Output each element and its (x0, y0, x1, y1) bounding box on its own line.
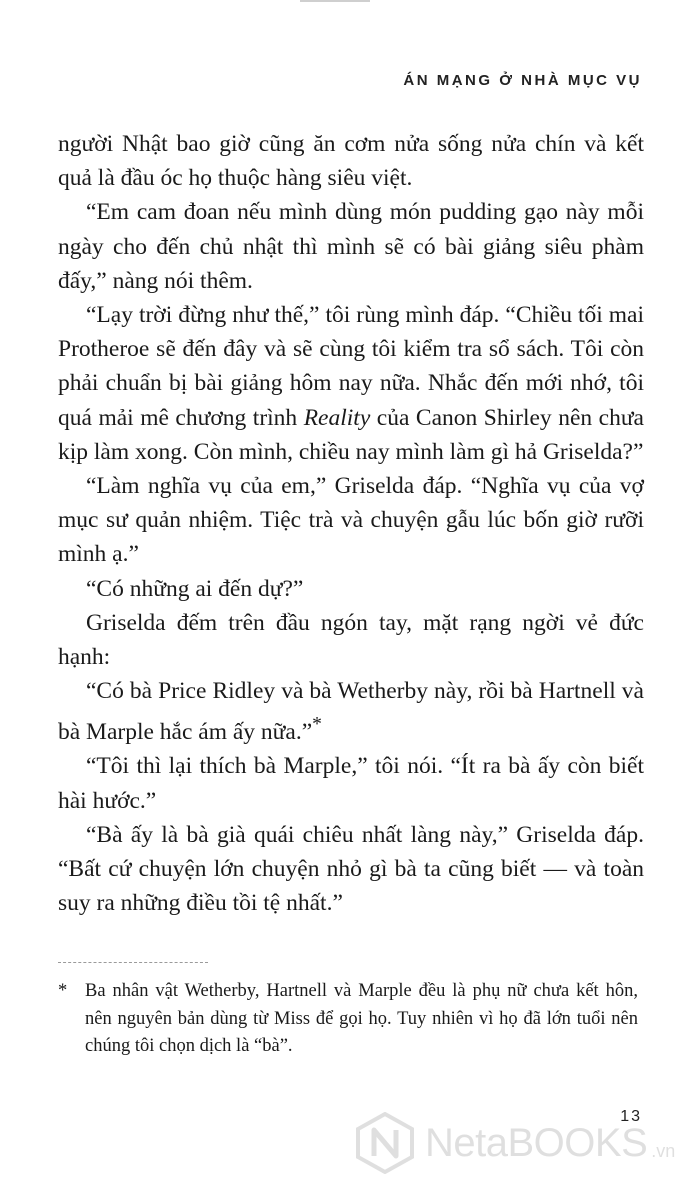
footnote-reference: * (312, 714, 322, 736)
footnote-text: Ba nhân vật Wetherby, Hartnell và Marple đều là phụ nữ chưa kết hôn, nên nguyên bản dùng từ Miss để gọi họ. Tuy nhiên vì họ đã lớn tuổi nên chúng tôi chọn dịch là “bà”. (85, 981, 638, 1056)
top-rule (300, 0, 370, 2)
running-header: ÁN MẠNG Ở NHÀ MỤC VỤ (403, 72, 642, 89)
paragraph: “Bà ấy là bà già quái chiêu nhất làng này,” Griselda đáp. “Bất cứ chuyện lớn chuyện nhỏ gì bà ta cũng biết — và toàn suy ra những điều tồi tệ nhất.” (58, 821, 644, 917)
footnote-separator (58, 962, 208, 963)
show-title: Reality (303, 404, 371, 431)
text-run: “Có bà Price Ridley và bà Wetherby này, rồi bà Hartnell và bà Marple hắc ám ấy nữa.” (58, 678, 644, 746)
paragraph: Griselda đếm trên đầu ngón tay, mặt rạng ngời vẻ đức hạnh: (58, 609, 644, 671)
page-number: 13 (620, 1108, 642, 1125)
footnote-marker: * (58, 981, 68, 1001)
watermark (355, 1108, 675, 1178)
footnote (58, 978, 638, 1061)
paragraph: “Tôi thì lại thích bà Marple,” tôi nói. “Ít ra bà ấy còn biết hài hước.” (58, 753, 644, 814)
netabooks-logo-icon (355, 1112, 415, 1174)
paragraph: người Nhật bao giờ cũng ăn cơm nửa sống nửa chín và kết quả là đầu óc họ thuộc hàng siêu việt. (58, 131, 644, 192)
paragraph (58, 298, 644, 469)
paragraph (58, 674, 644, 749)
paragraph: “Em cam đoan nếu mình dùng món pudding gạo này mỗi ngày cho đến chủ nhật thì mình sẽ có bài giảng siêu phàm đấy,” nàng nói thêm. (58, 199, 644, 294)
paragraph: “Làm nghĩa vụ của em,” Griselda đáp. “Nghĩa vụ của vợ mục sư quản nhiệm. Tiệc trà và chuyện gẫu lúc bốn giờ rưỡi mình ạ.” (58, 473, 644, 568)
watermark-suffix: .vn (651, 1140, 676, 1161)
watermark-brand: NetaBOOKS (425, 1120, 648, 1165)
paragraph: “Có những ai đến dự?” (86, 575, 304, 602)
text-run: “Lạy trời đừng như thế,” tôi rùng mình đáp. “Chiều tối mai Protheroe sẽ đến đây và sẽ cùng tôi kiểm tra sổ sách. Tôi còn phải chuẩn bị bài giảng hôm nay nữa. Nhắc đến mới nhớ, tôi quá mải mê chương trình (58, 302, 644, 431)
body-text (58, 127, 644, 921)
text-run: của Canon Shirley nên chưa kịp làm xong. Còn mình, chiều nay mình làm gì hả Griselda?” (58, 404, 644, 465)
